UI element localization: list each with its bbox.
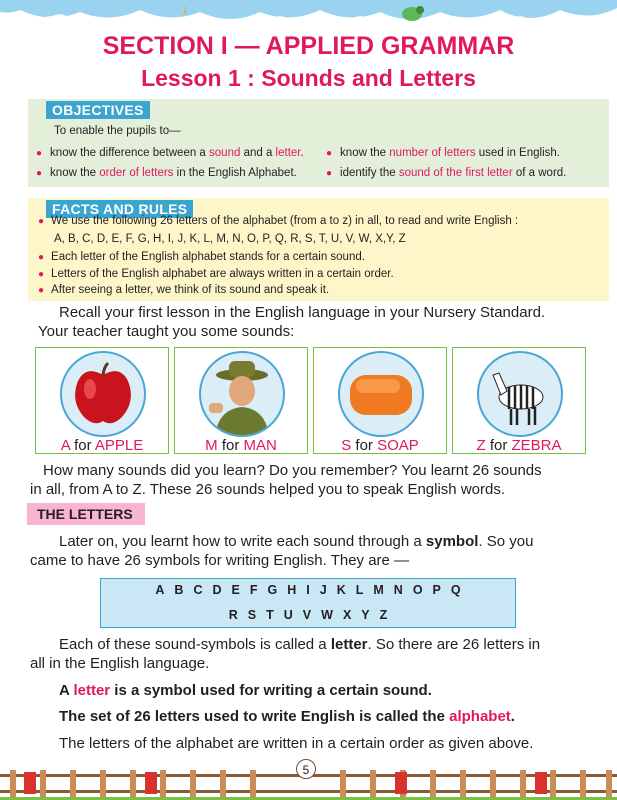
objective-item: ● know the number of letters used in English. xyxy=(326,147,560,159)
objectives-intro: To enable the pupils to— xyxy=(54,125,181,137)
objectives-box xyxy=(28,99,609,187)
card-soap xyxy=(313,347,447,454)
alphabet-letter: X xyxy=(342,608,352,622)
alphabet-letter: H xyxy=(287,583,297,597)
objective-item: ● know the difference between a sound and a letter. xyxy=(36,147,304,159)
fact-item: ● We use the following 26 letters of the alphabet (from a to z) in all, to read and write English : xyxy=(38,215,519,227)
alphabet-letter: C xyxy=(193,583,203,597)
bullet-icon: ● xyxy=(36,148,43,159)
letters-para1-line1: Later on, you learnt how to write each sound through a symbol. So you xyxy=(59,533,534,550)
sounds-para-line2: in all, from A to Z. These 26 sounds helped you to speak English words. xyxy=(30,481,505,498)
alphabet-row-2 xyxy=(101,608,515,622)
alphabet-letter: Q xyxy=(450,583,461,597)
alphabet-letter: J xyxy=(319,583,327,597)
sounds-para-line1: How many sounds did you learn? Do you remember? You learnt 26 sounds xyxy=(43,462,542,479)
letter-definition: A letter is a symbol used for writing a certain sound. xyxy=(59,682,432,699)
fact-item: ● Letters of the English alphabet are always written in a certain order. xyxy=(38,268,394,280)
alphabet-row-1 xyxy=(101,583,515,597)
card-label: A for APPLE xyxy=(60,437,144,454)
card-label: M for MAN xyxy=(205,437,277,454)
letters-heading: THE LETTERS xyxy=(27,503,145,525)
objectives-heading: OBJECTIVES xyxy=(46,101,150,119)
alphabet-letter: G xyxy=(267,583,278,597)
objective-item: ● identify the sound of the first letter of a word. xyxy=(326,167,567,179)
bullet-icon: ● xyxy=(38,285,45,296)
alphabet-letter: W xyxy=(321,608,333,622)
zebra-icon xyxy=(477,351,563,437)
facts-heading: FACTS AND RULES xyxy=(46,200,193,218)
alphabet-letter: E xyxy=(231,583,240,597)
intro-para-line2: Your teacher taught you some sounds: xyxy=(38,323,295,340)
card-label: Z for ZEBRA xyxy=(476,437,562,454)
fact-item: ● Each letter of the English alphabet stands for a certain sound. xyxy=(38,251,365,263)
alphabet-letter: I xyxy=(306,583,310,597)
card-man xyxy=(174,347,308,454)
bullet-icon: ● xyxy=(38,252,45,263)
objective-item: ● know the order of letters in the English Alphabet. xyxy=(36,167,297,179)
alphabet-letter: N xyxy=(393,583,403,597)
bullet-icon: ● xyxy=(38,216,45,227)
alphabet-letter: L xyxy=(355,583,364,597)
alphabet-letter: F xyxy=(249,583,258,597)
letters-para2-line2: all in the English language. xyxy=(30,655,210,672)
bullet-icon: ● xyxy=(36,168,43,179)
alphabet-letter: Z xyxy=(379,608,388,622)
card-label: S for SOAP xyxy=(341,437,419,454)
alphabet-letter: S xyxy=(247,608,257,622)
alphabet-letter: A xyxy=(155,583,165,597)
alphabet-list: A, B, C, D, E, F, G, H, I, J, K, L, M, N, O, P, Q, R, S, T, U, V, W, X,Y, Z xyxy=(54,233,406,245)
alphabet-letter: B xyxy=(174,583,184,597)
bullet-icon: ● xyxy=(326,148,333,159)
apple-icon xyxy=(60,351,146,437)
facts-box xyxy=(28,198,609,301)
alphabet-box xyxy=(100,578,516,628)
alphabet-letter: U xyxy=(283,608,293,622)
alphabet-letter: K xyxy=(336,583,346,597)
letters-para1-line2: came to have 26 symbols for writing English. They are — xyxy=(30,552,410,569)
lesson-title: Lesson 1 : Sounds and Letters xyxy=(141,65,476,91)
alphabet-letter: V xyxy=(302,608,312,622)
bullet-icon: ● xyxy=(38,269,45,280)
intro-para-line1: Recall your first lesson in the English language in your Nursery Standard. xyxy=(59,304,546,321)
alphabet-letter: T xyxy=(266,608,274,622)
fact-item: ● After seeing a letter, we think of its sound and speak it. xyxy=(38,284,330,296)
alphabet-letter: R xyxy=(228,608,238,622)
alphabet-definition: The set of 26 letters used to write English is called the alphabet. xyxy=(59,708,515,725)
soap-icon xyxy=(338,351,424,437)
alphabet-letter: P xyxy=(432,583,441,597)
bullet-icon: ● xyxy=(326,168,333,179)
man-icon xyxy=(199,351,285,437)
card-zebra xyxy=(452,347,586,454)
letters-para2-line1: Each of these sound-symbols is called a letter. So there are 26 letters in xyxy=(59,636,541,653)
last-line: The letters of the alphabet are written in a certain order as given above. xyxy=(59,735,534,752)
card-apple xyxy=(35,347,169,454)
alphabet-letter: O xyxy=(412,583,423,597)
alphabet-letter: D xyxy=(212,583,222,597)
section-title: SECTION I — APPLIED GRAMMAR xyxy=(102,32,515,60)
alphabet-letter: M xyxy=(373,583,384,597)
alphabet-letter: Y xyxy=(361,608,370,622)
page-number: 5 xyxy=(296,759,316,779)
